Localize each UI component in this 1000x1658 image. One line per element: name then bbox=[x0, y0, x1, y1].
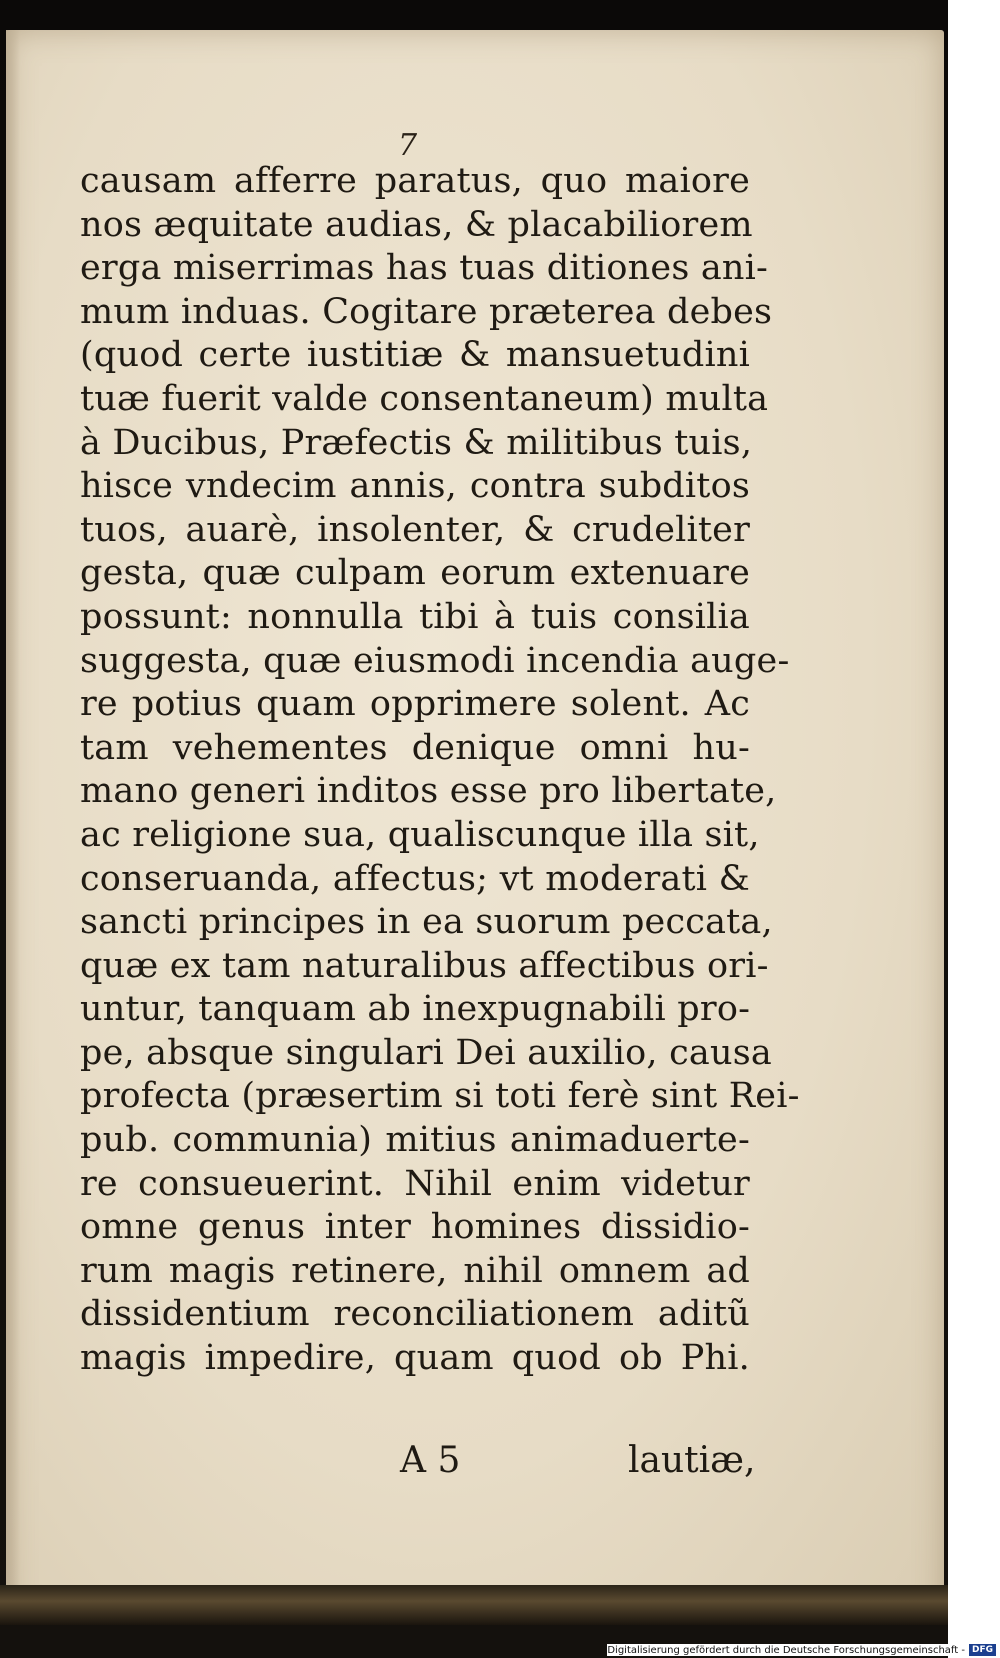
text-line: ac religione sua, qualiscunque illa sit, bbox=[80, 814, 760, 855]
text-line: untur, tanquam ab inexpugnabili pro- bbox=[80, 989, 751, 1030]
text-line: possunt: nonnulla tibi à tuis consilia bbox=[80, 596, 750, 637]
text-line: suggesta, quæ eiusmodi incendia auge- bbox=[80, 640, 790, 681]
text-block bbox=[80, 160, 800, 1381]
text-line: mum induas. Cogitare præterea debes bbox=[80, 291, 773, 332]
text-line: nos æquitate audias, & placabiliorem bbox=[80, 204, 753, 245]
catchword: lautiæ, bbox=[628, 1440, 756, 1481]
text-line: quæ ex tam naturalibus affectibus ori- bbox=[80, 945, 769, 986]
signature-mark: A 5 bbox=[400, 1440, 461, 1481]
text-line: omne genus inter homines dissidio- bbox=[80, 1207, 750, 1248]
text-line: rum magis retinere, nihil omnem ad bbox=[80, 1250, 750, 1291]
page-edge-shadow bbox=[6, 30, 20, 1620]
right-margin bbox=[948, 0, 1000, 1658]
text-line: sancti principes in ea suorum peccata, bbox=[80, 902, 773, 943]
page-number: 7 bbox=[398, 128, 418, 163]
book-bottom-edge bbox=[0, 1585, 950, 1625]
text-line: gesta, quæ culpam eorum extenuare bbox=[80, 553, 750, 594]
text-line: magis impedire, quam quod ob Phi. bbox=[80, 1338, 750, 1379]
text-line: (quod certe iustitiæ & mansuetudini bbox=[80, 335, 750, 376]
text-line: causam afferre paratus, quo maiore bbox=[80, 161, 750, 201]
text-line: tuos, auarè, insolenter, & crudeliter bbox=[80, 509, 750, 550]
text-line: tuæ fuerit valde consentaneum) multa bbox=[80, 378, 769, 419]
text-line: profecta (præsertim si toti ferè sint Rei- bbox=[80, 1076, 800, 1117]
text-line: re potius quam opprimere solent. Ac bbox=[80, 684, 750, 725]
text-line: erga miserrimas has tuas ditiones ani- bbox=[80, 248, 769, 289]
credit-text: Digitalisierung gefördert durch die Deutsche Forschungsgemeinschaft - bbox=[607, 1644, 965, 1656]
text-line: pe, absque singulari Dei auxilio, causa bbox=[80, 1032, 772, 1073]
text-line: pub. communia) mitius animaduerte- bbox=[80, 1120, 750, 1161]
text-line: conseruanda, affectus; vt moderati & bbox=[80, 858, 750, 899]
digitization-credit bbox=[607, 1644, 996, 1656]
text-line: à Ducibus, Præfectis & militibus tuis, bbox=[80, 422, 753, 463]
dfg-logo-icon: DFG bbox=[969, 1644, 996, 1656]
text-line: hisce vndecim annis, contra subditos bbox=[80, 466, 750, 507]
text-line: mano generi inditos esse pro libertate, bbox=[80, 771, 777, 812]
text-line: tam vehementes denique omni hu- bbox=[80, 727, 750, 768]
text-line: re consueuerint. Nihil enim videtur bbox=[80, 1163, 750, 1204]
text-line: dissidentium reconciliationem aditũ bbox=[80, 1294, 750, 1335]
